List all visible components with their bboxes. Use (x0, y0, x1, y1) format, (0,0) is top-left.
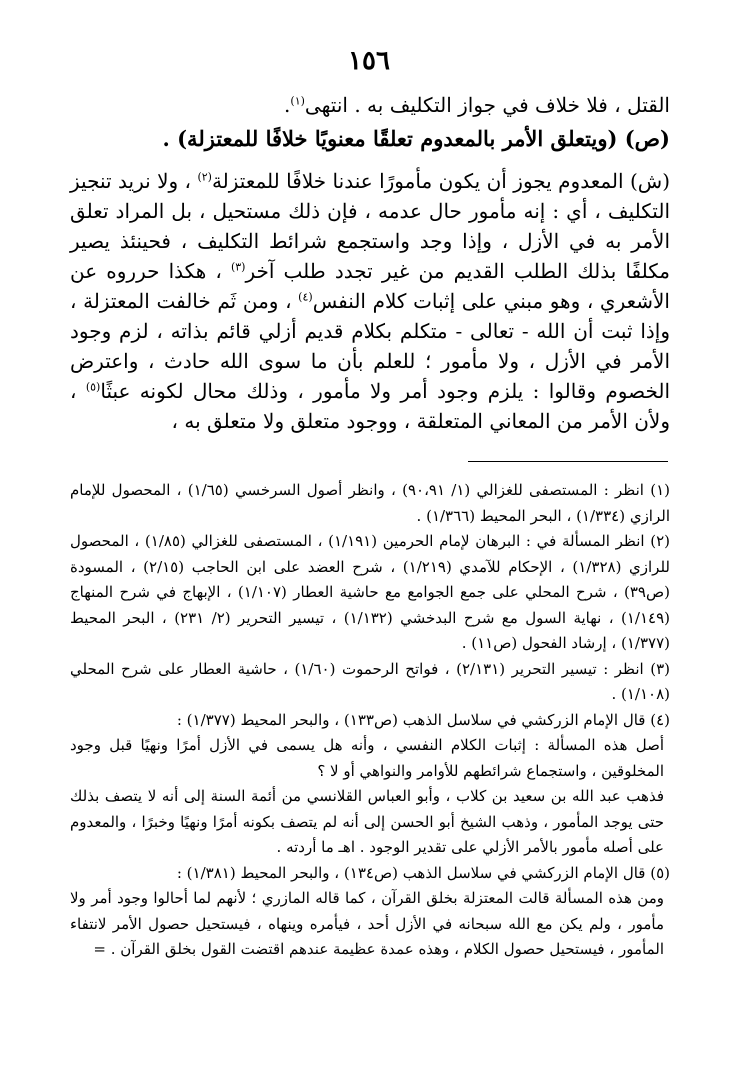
footnote-1: (١) انظر : المستصفى للغزالي (١/ ٩٠،٩١) ، وانظر أصول السرخسي (١/٦٥) ، المحصول للإمام الرازي (١/٣٣٤) ، البحر المحيط (١/٣٦٦) . (70, 481, 670, 525)
footnote-divider (468, 461, 668, 462)
body-paragraph (70, 166, 670, 436)
footnote-ref-2: (٢) (197, 170, 212, 184)
page-number: ١٥٦ (348, 46, 390, 76)
footnote-ref-3: (٣) (230, 260, 246, 274)
footnote-2: (٢) انظر المسألة في : البرهان لإمام الحرمين (١/١٩١) ، المستصفى للغزالي (١/٨٥) ، المحصول للرازي (١/٣٢٨) ، الإحكام للآمدي (١/٢١٩) ، شرح العضد على ابن الحاجب (٢/١٥) ، المسودة (ص٣٩) ، شرح المحلي على جمع الجوامع مع حاشية العطار (١/١٠٧) ، الإبهاج في شرح المنهاج (١/١٤٩) ، نهاية السول مع شرح البدخشي (١/١٣٢) ، تيسير التحرير (٢/ ٢٣١) ، البحر المحيط (١/٣٧٧) ، إرشاد الفحول (ص١١) . (70, 532, 670, 652)
footnote-4-quote-2: فذهب عبد الله بن سعيد بن كلاب ، وأبو العباس القلانسي من أئمة السنة إلى أنه لا يتصف بذلك حتى يوجد المأمور ، وذهب الشيخ أبو الحسن إلى أنه لم يتصف بكونه أمرًا ونهيًا وخبرًا ، والمعدوم على أصله مأمور بالأمر الأزلي على تقدير الوجود . اهـ ما أردته . (70, 787, 664, 856)
body-text-b: ، ولا نريد تنجيز التكليف ، أي : إنه مأمور حال عدمه ، فإن ذلك مستحيل ، بل المراد تعلق الأمر به في الأزل ، وإذا وجد واستجمع شرائط التكليف ، فحينئذ يصير مكلفًا بذلك الطلب القديم من غير تجدد طلب آخر (70, 169, 670, 283)
body-text-d: ، ومن ثَم خالفت المعتزلة ، وإذا ثبت أن الله - تعالى - متكلم بكلام قديم أزلي قائم بذاته ، لزم وجود الأمر في الأزل ، ولا مأمور ؛ للعلم بأن ما سوى الله حادث ، واعترض الخصوم وقالوا : يلزم وجود أمر ولا مأمور ، وذلك محال لكونه عبثًا (70, 289, 671, 403)
footnote-ref-1: (١) (290, 94, 305, 108)
main-text (70, 90, 670, 436)
footnote-3: (٣) انظر : تيسير التحرير (٢/١٣١) ، فواتح الرحموت (١/٦٠) ، حاشية العطار على شرح المحلي (١/١٠٨) . (70, 659, 670, 703)
footnotes (70, 478, 670, 963)
body-text-c: ، هكذا حرروه عن الأشعري ، وهو مبني على إثبات كلام النفس (70, 259, 670, 313)
footnote-ref-5: (٥) (85, 380, 101, 394)
intro-text: القتل ، فلا خلاف في جواز التكليف به . انتهى (304, 93, 670, 117)
footnote-5: (٥) قال الإمام الزركشي في سلاسل الذهب (ص١٣٤) ، والبحر المحيط (١/٣٨١) : (176, 863, 670, 882)
footnote-ref-4: (٤) (298, 290, 313, 304)
footnote-5-quote: ومن هذه المسألة قالت المعتزلة بخلق القرآن ، كما قاله المازري ؛ لأنهم لما أحالوا وجود أمر ولا مأمور ، ولم يكن مع الله سبحانه في الأزل أحد ، فيأمره وينهاه ، فيستحيل حصول الأمر لانتفاء المأمور ، فيستحيل حصول الكلام ، وهذه عمدة عظيمة عندهم اقتضت القول بخلق القرآن . = (70, 889, 664, 958)
section-heading: (ص) (ويتعلق الأمر بالمعدوم تعلقًا معنويًا خلافًا للمعتزلة) . (162, 126, 670, 151)
footnote-4-quote-1: أصل هذه المسألة : إثبات الكلام النفسي ، وأنه هل يسمى في الأزل أمرًا ونهيًا قبل وجود المخلوقين ، واستجماع شرائطهم للأوامر والنواهي أو لا ؟ (70, 736, 664, 780)
body-text-e: ، ولأن الأمر من المعاني المتعلقة ، ووجود متعلق ولا متعلق به ، (70, 379, 670, 433)
body-text-a: (ش) المعدوم يجوز أن يكون مأمورًا عندنا خلافًا للمعتزلة (211, 169, 670, 193)
intro-end: . (284, 93, 291, 117)
footnote-4: (٤) قال الإمام الزركشي في سلاسل الذهب (ص١٣٣) ، والبحر المحيط (١/٣٧٧) : (176, 710, 670, 729)
intro-line (70, 90, 670, 120)
